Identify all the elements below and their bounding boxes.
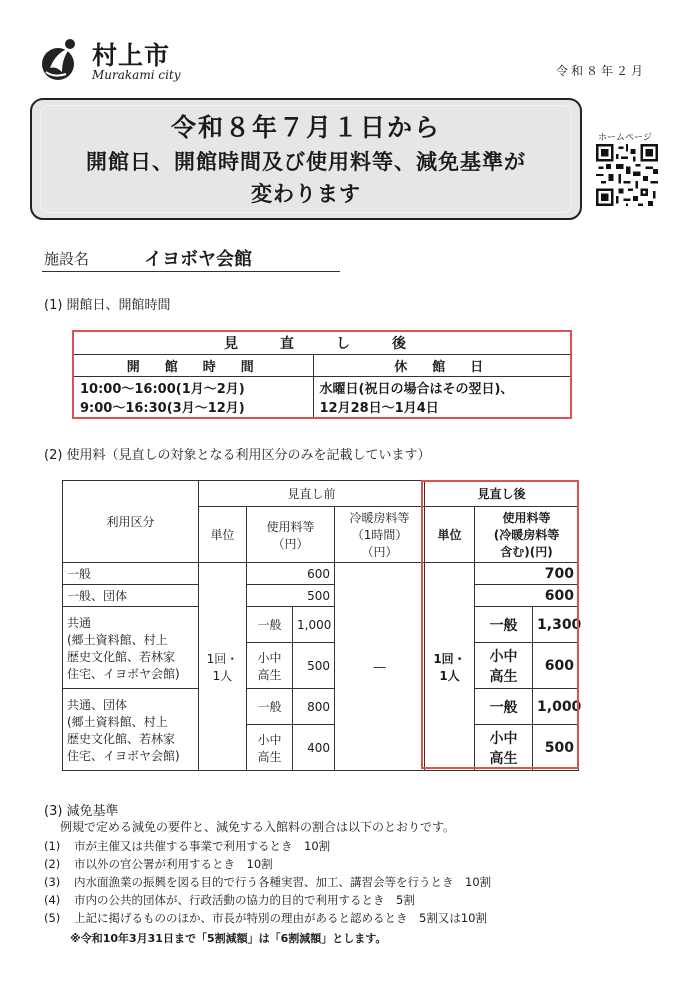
- closed-yearend: 12月28日～1月4日: [319, 401, 439, 416]
- opening-hours-cell: [73, 377, 313, 419]
- facility-name: イヨボヤ会館: [144, 249, 252, 270]
- headline-banner: [30, 98, 582, 220]
- section-fees-title: (2) 使用料（見直しの対象となる利用区分のみを記載しています）: [44, 448, 431, 463]
- reduction-rule-4: (4) 市内の公共的団体が、行政活動の協力的目的で利用するとき 5割: [44, 893, 415, 907]
- row-common-sub-student-after: 小中 高生: [475, 643, 533, 689]
- facility-underline: [42, 271, 340, 272]
- unit-before-header: 単位: [199, 507, 247, 563]
- row-common-label: 共通 (郷土資料館、村上 歴史文化館、若林家 住宅、イヨボヤ会館): [63, 607, 199, 689]
- row-common-group-label: 共通、団体 (郷土資料館、村上 歴史文化館、若林家 住宅、イヨボヤ会館): [63, 689, 199, 771]
- closed-weekly: 水曜日(祝日の場合はその翌日)、: [319, 382, 514, 397]
- qr-label: ホームページ: [598, 133, 652, 143]
- reduction-intro: 例規で定める減免の要件と、減免する入館料の割合は以下のとおりです。: [60, 820, 456, 834]
- hours-table-caption: 見 直 し 後: [73, 331, 571, 355]
- row-common-sub-student: 小中 高生: [247, 643, 293, 689]
- section-hours-title: (1) 開館日、開館時間: [44, 298, 171, 313]
- hours-regular: 9:00～16:30(3月～12月): [80, 401, 245, 416]
- row-general-label: 一般: [63, 563, 199, 585]
- city-name-roman: Murakami city: [92, 68, 181, 82]
- hours-column-header: 開 館 時 間: [73, 355, 313, 377]
- headline-text-2: 変わります: [251, 182, 361, 206]
- row-general-before: 600: [247, 563, 335, 585]
- row-common-student-before: 500: [293, 643, 335, 689]
- unit-after-header: 単位: [425, 507, 475, 563]
- after-header: 見直し後: [425, 481, 579, 507]
- row-general-group-after: 600: [475, 585, 579, 607]
- facility-label: 施設名: [44, 250, 90, 268]
- hours-winter: 10:00～16:00(1月～2月): [80, 382, 245, 397]
- unit-before-cell: 1回・ 1人: [199, 563, 247, 771]
- row-common-group-student-after: 500: [533, 725, 579, 771]
- row-common-student-after: 600: [533, 643, 579, 689]
- issue-date: 令和８年２月: [556, 64, 647, 78]
- row-common-group-adult-before: 800: [293, 689, 335, 725]
- row-general-group-label: 一般、団体: [63, 585, 199, 607]
- headline-date: 令和８年７月１日から: [170, 113, 441, 142]
- row-common-adult-after: 1,300: [533, 607, 579, 643]
- row-general-after: 700: [475, 563, 579, 585]
- row-common-group-sub-student: 小中 高生: [247, 725, 293, 771]
- city-name: 村上市: [92, 41, 171, 70]
- row-common-group-sub-adult: 一般: [247, 689, 293, 725]
- reduction-note: ※令和10年3月31日まで「5割減額」は「6割減額」とします。: [70, 932, 387, 945]
- closed-column-header: 休 館 日: [313, 355, 571, 377]
- section-reduction-title: (3) 減免基準: [44, 804, 119, 819]
- row-common-group-student-before: 400: [293, 725, 335, 771]
- reduction-rule-5: (5) 上記に掲げるもののほか、市長が特別の理由があると認めるとき 5割又は10割: [44, 911, 487, 925]
- row-common-adult-before: 1,000: [293, 607, 335, 643]
- closed-days-cell: [313, 377, 571, 419]
- fee-before-header: 使用料等 （円）: [247, 507, 335, 563]
- reduction-rule-2: (2) 市以外の官公署が利用するとき 10割: [44, 857, 273, 871]
- row-common-group-sub-student-after: 小中 高生: [475, 725, 533, 771]
- before-header: 見直し前: [199, 481, 425, 507]
- row-general-group-before: 500: [247, 585, 335, 607]
- reduction-rule-1: (1) 市が主催又は共催する事業で利用するとき 10割: [44, 839, 331, 853]
- qr-code[interactable]: [596, 144, 658, 206]
- row-common-sub-adult: 一般: [247, 607, 293, 643]
- reduction-rule-3: (3) 内水面漁業の振興を図る目的で行う各種実習、加工、講習会等を行うとき 10割: [44, 875, 492, 889]
- row-common-group-sub-adult-after: 一般: [475, 689, 533, 725]
- fees-table: [62, 480, 582, 771]
- murakami-city-logo: [40, 38, 80, 82]
- fee-after-header: 使用料等 (冷暖房料等 含む)(円): [475, 507, 579, 563]
- unit-after-cell: 1回・ 1人: [425, 563, 475, 771]
- opening-hours-table: [72, 330, 572, 419]
- category-header: 利用区分: [63, 481, 199, 563]
- row-common-sub-adult-after: 一般: [475, 607, 533, 643]
- heating-fee-header: 冷暖房料等 （1時間） （円）: [335, 507, 425, 563]
- headline-text-1: 開館日、開館時間及び使用料等、減免基準が: [86, 150, 526, 174]
- row-common-group-adult-after: 1,000: [533, 689, 579, 725]
- heating-fee-cell: ―: [335, 563, 425, 771]
